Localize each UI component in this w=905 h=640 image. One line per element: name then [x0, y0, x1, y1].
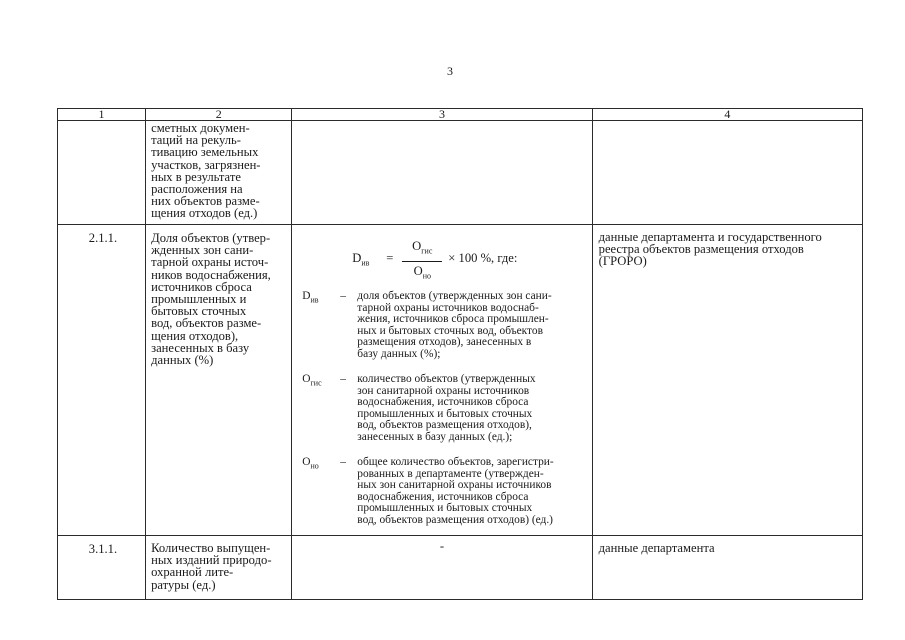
row-3-1-1-method-cell — [292, 536, 592, 600]
row-2-1-1-name-cell — [146, 225, 292, 536]
indicators-table — [57, 108, 863, 600]
table-header-row — [58, 109, 863, 121]
cont-num-cell — [58, 121, 146, 225]
definition-text: общее количество объектов, зарегистри- рованных в департаменте (утвержден- ных зон санитарной охраны источников водоснабжения, источников сброса промышленных и бытовых сточных вод, объектов размещения отходов) (ед.) — [357, 456, 554, 526]
data-source: данные департамента и государственного реестра объектов размещения отходов (ГРОРО) — [598, 230, 822, 269]
indicator-name: сметных докумен- таций на рекуль- тивацию земельных участков, загрязнен- ных в результате расположения на них объектов разме- щения отходов (ед.) — [151, 121, 261, 221]
cont-source-cell — [592, 121, 862, 225]
indicator-name: Количество выпущен- ных изданий природо- охранной лите- ратуры (ед.) — [151, 541, 272, 592]
formula — [352, 239, 592, 279]
definition-symbol: $O_{гис}$ — [302, 373, 322, 388]
row-number: 2.1.1. — [88, 231, 118, 245]
definition-dash: – — [340, 456, 346, 468]
formula-numerator: $O_{гис}$ — [412, 239, 433, 256]
row-number: 3.1.1. — [88, 542, 118, 556]
header-col-4: 4 — [592, 109, 862, 121]
formula-fraction — [402, 239, 442, 283]
table-row-2-1-1 — [58, 225, 863, 536]
definition-dash: – — [340, 373, 346, 385]
definition-text: количество объектов (утвержденных зон санитарной охраны источников водоснабжения, источников сброса промышленных и бытовых сточных вод, объектов размещения отходов), занесенных в базу данных (ед.); — [357, 373, 536, 443]
cont-method-cell — [292, 121, 592, 225]
row-2-1-1-source-cell — [592, 225, 862, 536]
row-2-1-1-num-cell — [58, 225, 146, 536]
indicator-name: Доля объектов (утвер- жденных зон сани- тарной охраны источ- ников водоснабжения, источников сброса промышленных и бытовых сточных вод, объектов разме- щения отходов), занесенных в базу данных (%) — [151, 231, 271, 368]
table-row-continuation — [58, 121, 863, 225]
formula-multiplier: × 100 %, где: — [448, 251, 518, 265]
data-source: данные департамента — [598, 541, 715, 555]
row-3-1-1-name-cell — [146, 536, 292, 600]
definition-symbol: $O_{но}$ — [302, 456, 319, 471]
table-row-3-1-1 — [58, 536, 863, 600]
header-col-2: 2 — [146, 109, 292, 121]
header-col-1: 1 — [58, 109, 146, 121]
definition-symbol: $D_{ив}$ — [302, 290, 319, 305]
row-2-1-1-method-cell — [292, 225, 592, 536]
row-3-1-1-num-cell — [58, 536, 146, 600]
cont-name-cell — [146, 121, 292, 225]
formula-equals: = — [386, 251, 394, 265]
fraction-bar — [402, 261, 442, 262]
header-col-3: 3 — [292, 109, 592, 121]
definition-text: доля объектов (утвержденных зон сани- тарной охраны источников водоснаб- жения, источников сброса промышлен- ных и бытовых сточных вод, объектов размещения отходов), занесенных в базу данных (%); — [357, 290, 552, 360]
row-3-1-1-source-cell — [592, 536, 862, 600]
page-number: 3 — [447, 64, 453, 78]
formula-denominator: $O_{но}$ — [413, 263, 431, 281]
method-dash: - — [439, 539, 445, 553]
definition-dash: – — [340, 290, 346, 302]
formula-result: $D_{ив}$ — [352, 251, 370, 268]
